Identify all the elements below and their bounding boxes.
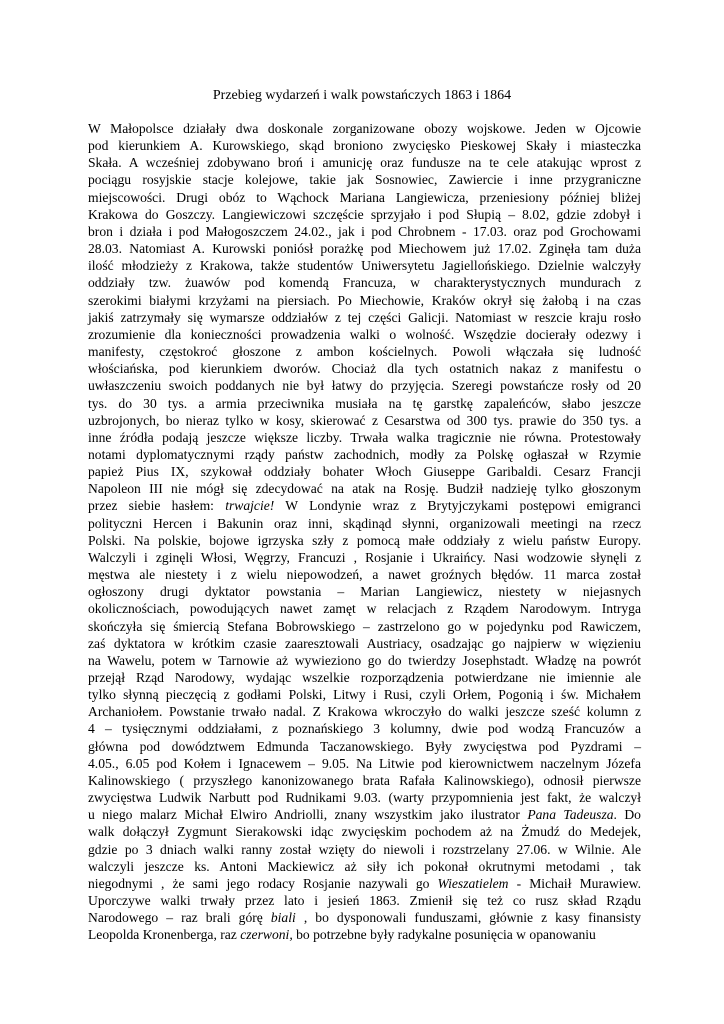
text-line	[88, 532, 641, 549]
text-segment: papież Pius IX, szykował oddziały bohater Włoch Giuseppe Garibaldi. Cesarz Francji	[88, 464, 641, 480]
text-segment: skończyła się śmiercią Stefana Bobrowskiego – zastrzelono go w pojedynku pod Rawiczem,	[88, 618, 641, 634]
text-segment: zrozumienie dla konieczności prowadzenia walki o wolność. Wszędzie docierały odezwy i	[88, 326, 641, 342]
text-line	[88, 720, 641, 737]
text-segment: oddziały tzw. żuawów pod komendą Francuza, w charakterystycznych mundurach z	[88, 275, 641, 291]
text-line	[88, 120, 641, 137]
text-line	[88, 480, 641, 497]
text-segment: jakiś zatrzymały się wymarsze oddziałów z tej części Galicji. Natomiast w reszcie kraju rosło	[88, 309, 641, 325]
text-line	[88, 926, 641, 943]
text-line	[88, 755, 641, 772]
text-segment: uzbrojonych, bo nieraz tylko w kosy, skierować z Cesarstwa od 300 tys. prawie do 350 tys. a	[88, 412, 641, 428]
text-segment: 4.05., 6.05 pod Kołem i Ignacewem – 9.05. Na Litwie pod kierownictwem naczelnym Józefa	[88, 755, 641, 771]
text-line	[88, 823, 641, 840]
text-segment: męstwa ale niestety i z wielu niepowodzeń, a nawet groźnych błędów. 11 marca został	[88, 567, 641, 583]
text-line	[88, 343, 641, 360]
text-line	[88, 257, 641, 274]
text-line	[88, 618, 641, 635]
text-segment: ilość młodzieży z Krakowa, także studentów Uniwersytetu Jagiellońskiego. Dzielnie walczyły	[88, 258, 641, 274]
text-line	[88, 703, 641, 720]
italic-text: Pana Tadeusza	[527, 807, 614, 823]
text-segment: Archaniołem. Powstanie trwało nadal. Z Krakowa wkroczyło do walki jeszcze sześć kolumn z	[88, 704, 641, 720]
text-line	[88, 309, 641, 326]
text-segment: przez siebie hasłem:	[88, 498, 226, 514]
italic-text: Wieszatielem	[437, 875, 509, 891]
text-segment: 4 – tysięcznymi oddziałami, z poznańskiego 3 kolumny, dwie pod wodzą Francuzów a	[88, 721, 641, 737]
text-segment: W Małopolsce działały dwa doskonale zorganizowane obozy wojskowe. Jeden w Ojcowie	[88, 121, 641, 136]
text-line	[88, 806, 641, 823]
text-segment: Polski. Na polskie, bojowe igrzyska szły z pomocą małe oddziały z wielu państw Europy.	[88, 532, 641, 548]
text-line	[88, 463, 641, 480]
text-line	[88, 738, 641, 755]
text-line	[88, 240, 641, 257]
text-segment: główna pod dowództwem Edmunda Taczanowskiego. Były zwycięstwa pod Pyzdrami –	[88, 738, 641, 754]
document-body	[88, 120, 641, 944]
text-segment: tylko słynną pieczęcią z godłami Polski, Litwy i Rusi, czyli Orłem, Pogonią i św. Michałem	[88, 687, 641, 703]
text-segment: Napoleon III nie mógł się zdecydować na atak na Rosję. Budził nadzieję tylko głoszonym	[88, 481, 641, 497]
text-line	[88, 274, 641, 291]
text-line	[88, 652, 641, 669]
text-line	[88, 892, 641, 909]
text-segment: Krakowa do Goszczy. Langiewiczowi szczęście sprzyjało i pod Słupią – 8.02, gdzie zdobył i	[88, 206, 641, 222]
text-line	[88, 377, 641, 394]
text-segment: Walczyli i zginęli Włosi, Węgrzy, Francuzi , Rosjanie i Ukraińcy. Nasi wodzowie słynęli z	[88, 549, 641, 565]
text-segment: . Do	[613, 807, 641, 823]
text-line	[88, 326, 641, 343]
text-segment: 28.03. Natomiast A. Kurowski poniósł porażkę pod Miechowem już 17.02. Zginęła tam duża	[88, 241, 641, 257]
text-segment: tys. do 30 tys. a armia przeciwnika musiała na tę garstkę zapaleńców, słabo jeszcze	[88, 395, 641, 411]
text-segment: gdzie po 3 dniach walki ranny został wzięty do niewoli i rozstrzelany 27.06. w Wilnie. Ale	[88, 841, 641, 857]
text-line	[88, 566, 641, 583]
text-line	[88, 429, 641, 446]
text-segment: Narodowego – raz brali górę	[88, 910, 271, 926]
text-line	[88, 395, 641, 412]
text-segment: u niego malarz Michał Elwiro Andriolli, znany wszystkim jako ilustrator	[88, 807, 528, 823]
text-segment: bron i działa i pod Małogoszczem 24.02., jak i pod Chrobnem - 17.03. oraz pod Grochowami	[88, 223, 641, 239]
text-line	[88, 669, 641, 686]
text-segment: inne źródła podają jeszcze większe liczby. Trwała walka tragicznie nie równa. Protestowały	[88, 429, 641, 445]
text-line	[88, 497, 641, 514]
text-line	[88, 292, 641, 309]
italic-text: czerwoni,	[240, 927, 293, 943]
text-segment: zaś dyktatora w krótkim czasie zaaresztowali Austriacy, osadzając go najpierw w więzieniu	[88, 635, 641, 651]
text-line	[88, 772, 641, 789]
text-line	[88, 583, 641, 600]
text-line	[88, 412, 641, 429]
text-line	[88, 789, 641, 806]
text-line	[88, 635, 641, 652]
document-title: Przebieg wydarzeń i walk powstańczych 1863 i 1864	[212, 88, 512, 103]
text-line	[88, 549, 641, 566]
text-segment: polityczni Hercen i Bakunin oraz inni, skądinąd słynni, organizowali meetingi na rzecz	[88, 515, 641, 531]
text-segment: Kalinowskiego ( przyszłego kanonizowanego brata Rafała Kalinowskiego), odnosił pierwsze	[88, 772, 641, 788]
text-line	[88, 686, 641, 703]
text-segment: niegodnymi , że sami jego rodacy Rosjanie nazywali go	[88, 875, 438, 891]
text-line	[88, 875, 641, 892]
text-line	[88, 446, 641, 463]
text-segment: manifesty, częstokroć głoszone z ambon kościelnych. Powoli włączała się ludność	[88, 344, 641, 360]
text-segment: - Michaił Murawiew.	[508, 875, 641, 891]
text-segment: pociągu rosyjskie stacje kolejowe, takie jak Sosnowiec, Zawiercie i inne przygraniczne	[88, 172, 641, 188]
text-segment: Skała. A wcześniej zdobywano broń i amunicję oraz fundusze na te cele atakując wprost z	[88, 155, 641, 171]
text-line	[88, 909, 641, 926]
text-segment: szerokimi białymi krzyżami na piersiach. Po Miechowie, Kraków okrył się żałobą i na czas	[88, 292, 641, 308]
text-segment: bo potrzebne były radykalne posunięcia w opanowaniu	[292, 927, 596, 943]
text-segment: na Wawelu, potem w Tarnowie aż wywieziono go do twierdzy Josephstadt. Władzę na powrót	[88, 652, 641, 668]
text-line	[88, 154, 641, 171]
text-segment: walk dołączył Zygmunt Sierakowski idąc zwycięskim pochodem aż na Żmudź do Medejek,	[88, 824, 641, 840]
text-line	[88, 171, 641, 188]
text-segment: zwycięstwa Ludwik Narbutt pod Rudnikami 9.03. (warty przypomnienia jest fakt, że walczył	[88, 790, 641, 806]
text-segment: miejscowości. Drugi obóz to Wąchock Mariana Langiewicza, przeniesiony później bliżej	[88, 189, 641, 205]
text-line	[88, 137, 641, 154]
text-line	[88, 360, 641, 377]
text-segment: okolicznościach, powodujących nawet zamęt w relacjach z Rządem Narodowym. Intryga	[88, 601, 641, 617]
text-segment: włościańska, pod kierunkiem dworów. Chociaż dla tych ostatnich nakaz z manifestu o	[88, 361, 641, 377]
text-segment: , bo dysponowali funduszami, głównie z kasy finansisty	[295, 910, 641, 926]
italic-text: biali	[270, 910, 296, 926]
text-line	[88, 515, 641, 532]
text-line	[88, 841, 641, 858]
text-segment: notami dyplomatycznymi rządy państw zachodnich, modły za Polskę ogłaszał w Rzymie	[88, 446, 641, 462]
text-line	[88, 223, 641, 240]
italic-text: trwajcie!	[225, 498, 275, 514]
text-segment: Leopolda Kronenberga, raz	[88, 927, 241, 943]
text-segment: ogłoszony drugi dyktator powstania – Marian Langiewicz, niestety w niejasnych	[88, 584, 641, 600]
text-segment: przejął Rząd Narodowy, wydając wszelkie rozporządzenia potwierdzane nie imiennie ale	[88, 670, 641, 685]
text-segment: Uporczywe walki trwały przez lato i jesień 1863. Zmienił się też co rusz skład Rządu	[88, 893, 641, 909]
text-segment: W Londynie wraz z Brytyjczykami postępowi emigranci	[274, 498, 642, 514]
text-segment: uwłaszczeniu swoich poddanych nie był łatwy do przyjęcia. Szeregi powstańcze rosły od 20	[88, 378, 641, 394]
text-line	[88, 206, 641, 223]
text-line	[88, 858, 641, 875]
text-line	[88, 189, 641, 206]
text-segment: pod kierunkiem A. Kurowskiego, skąd broniono zwycięsko Pieskowej Skały i miasteczka	[88, 138, 641, 154]
text-segment: walczyli jeszcze ks. Antoni Mackiewicz aż siły ich pokonał okrutnymi metodami , tak	[88, 858, 641, 874]
text-line	[88, 600, 641, 617]
